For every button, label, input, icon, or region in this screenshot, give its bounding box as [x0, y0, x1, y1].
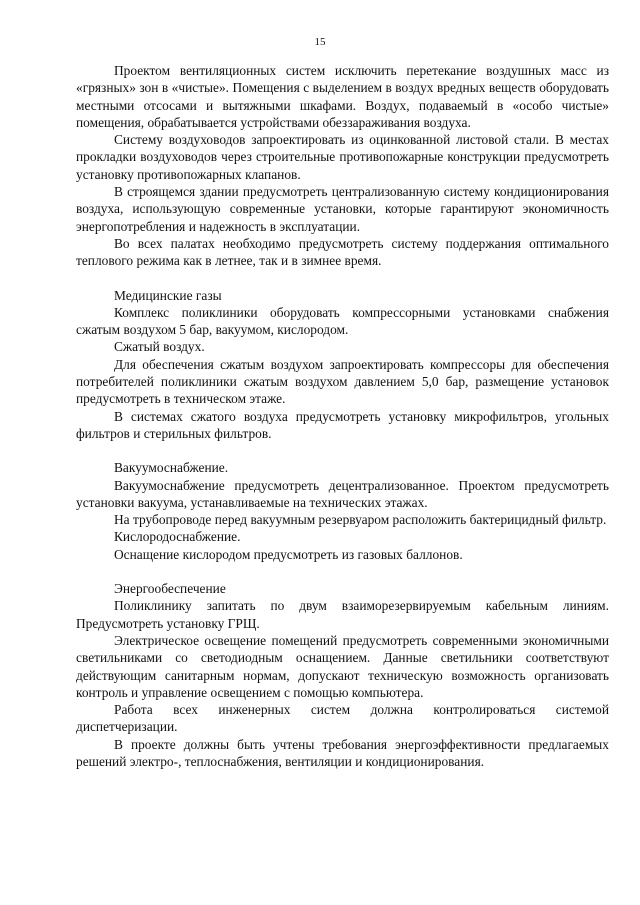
- paragraph-medical-gases-equipment: Комплекс поликлиники оборудовать компрессорными установками снабжения сжатым воздухом 5 бар, вакуумом, кислородом.: [76, 304, 609, 338]
- paragraph-air-conditioning: В строящемся здании предусмотреть централизованную систему кондиционирования воздуха, использующую современные установки, которые гарантируют экономичность энергопотребления и надежность в эксплуатации.: [76, 184, 609, 234]
- paragraph-dispatching: Работа всех инженерных систем должна контролироваться системой диспетчеризации.: [76, 702, 609, 735]
- paragraph-energy-efficiency: В проекте должны быть учтены требования энергоэффективности предлагаемых решений электро-, теплоснабжения, вентиляции и кондиционирования.: [76, 736, 609, 769]
- paragraph-lighting: Электрическое освещение помещений предусмотреть современными экономичными светильниками со светодиодным оснащением. Данные светильники соответствуют действующим санитарным нормам, допускают техническую возможность организовать контроль и управление освещением с помощью компьютера.: [76, 632, 609, 700]
- section-spacer: [76, 270, 609, 287]
- paragraph-thermal-regime: Во всех палатах необходимо предусмотреть систему поддержания оптимального теплового режима как в летнее, так и в зимнее время.: [76, 235, 609, 269]
- section-spacer: [76, 563, 609, 580]
- heading-compressed-air: Сжатый воздух.: [114, 339, 205, 355]
- heading-vacuum-supply: Вакуумоснабжение.: [114, 460, 229, 476]
- heading-oxygen-supply: Кислородоснабжение.: [114, 529, 241, 545]
- paragraph-compressors: Для обеспечения сжатым воздухом запроектировать компрессоры для обеспечения потребителей поликлиники сжатым воздухом давлением 5,0 бар, размещение установок предусмотреть в техническом этаже.: [76, 356, 609, 407]
- paragraph-vacuum-decentralized: Вакуумоснабжение предусмотреть децентрализованное. Проектом предусмотреть установки вакуума, устанавливаемые на технических этажах.: [76, 477, 609, 510]
- paragraph-air-ducts: Систему воздуховодов запроектировать из оцинкованной листовой стали. В местах прокладки воздуховодов через строительные противопожарные конструкции предусмотреть установку противопожарных клапанов.: [76, 132, 609, 182]
- document-body: [76, 62, 609, 770]
- paragraph-cable-lines: Поликлинику запитать по двум взаиморезервируемым кабельным линиям. Предусмотреть установку ГРЩ.: [76, 598, 609, 631]
- paragraph-bactericidal-filter: На трубопроводе перед вакуумным резервуаром расположить бактерицидный фильтр.: [114, 512, 607, 528]
- paragraph-ventilation-zones: Проектом вентиляционных систем исключить перетекание воздушных масс из «грязных» зон в «чистые». Помещения с выделением в воздух вредных веществ оборудовать местными отсосами и вытяжными шкафами. Воздух, подаваемый в «особо чистые» помещения, обрабатывается устройствами обеззараживания воздуха.: [76, 63, 609, 130]
- heading-medical-gases: Медицинские газы: [114, 287, 222, 303]
- page-number: 15: [314, 36, 326, 48]
- paragraph-filters: В системах сжатого воздуха предусмотреть установку микрофильтров, угольных фильтров и стерильных фильтров.: [76, 408, 609, 441]
- paragraph-oxygen-cylinders: Оснащение кислородом предусмотреть из газовых баллонов.: [114, 546, 463, 562]
- heading-power-supply: Энергообеспечение: [114, 581, 226, 597]
- section-spacer: [76, 442, 609, 459]
